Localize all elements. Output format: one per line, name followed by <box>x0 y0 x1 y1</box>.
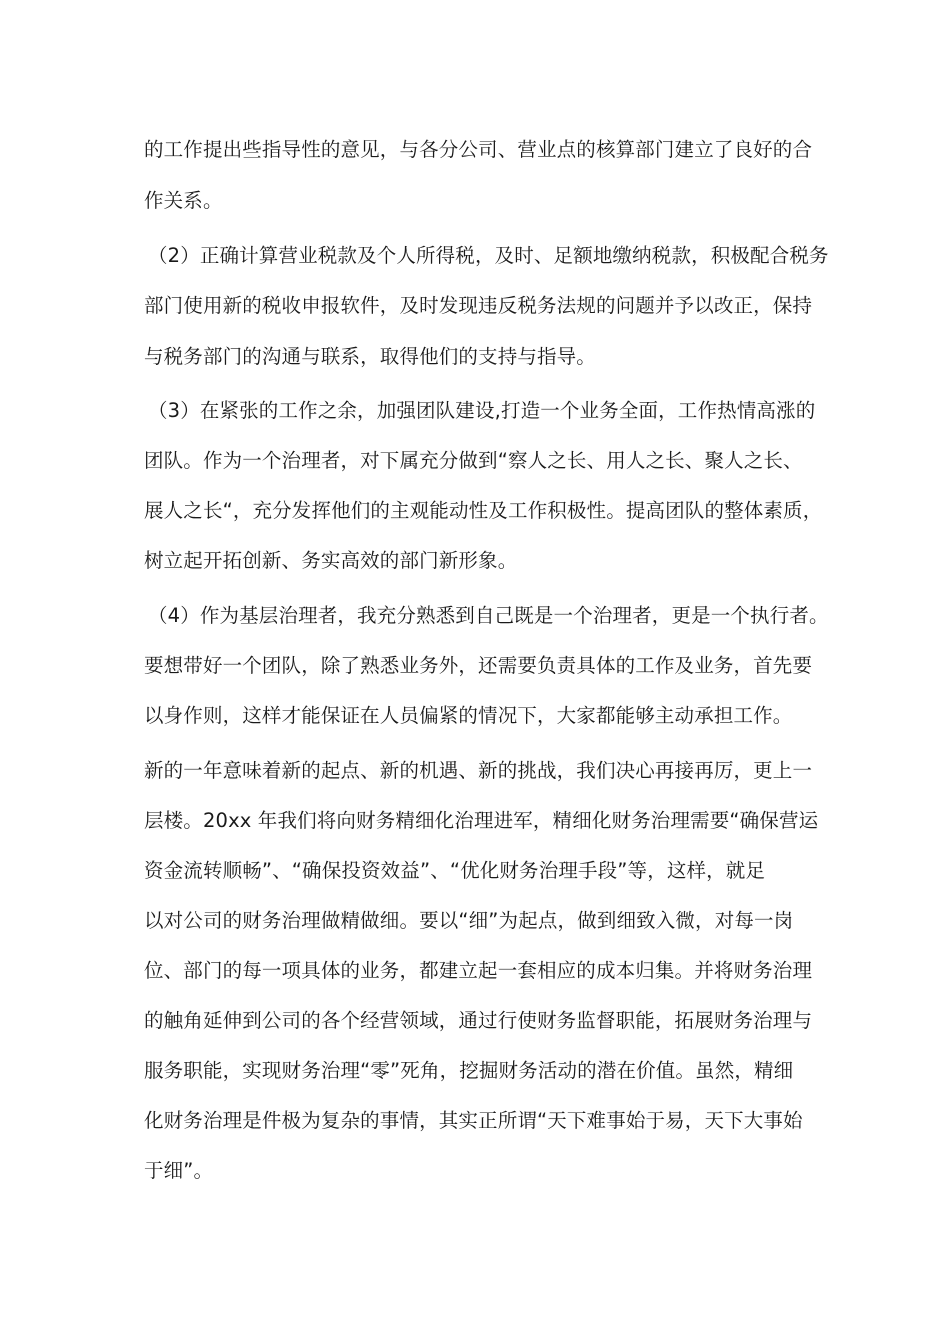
paragraph-line: （4）作为基层治理者，我充分熟悉到自己既是一个治理者，更是一个执行者。 <box>148 604 829 627</box>
paragraph-line: 化财务治理是件极为复杂的事情，其实正所谓“天下难事始于易，天下大事始 <box>144 1109 803 1132</box>
paragraph-line: 的触角延伸到公司的各个经营领域，通过行使财务监督职能，拓展财务治理与 <box>144 1009 813 1032</box>
paragraph-line: 的工作提出些指导性的意见，与各分公司、营业点的核算部门建立了良好的合 <box>144 138 813 161</box>
paragraph-line: 以对公司的财务治理做精做细。要以“细”为起点，做到细致入微，对每一岗 <box>144 909 794 932</box>
paragraph-line: 部门使用新的税收申报软件，及时发现违反税务法规的问题并予以改正，保持 <box>144 294 813 317</box>
paragraph-line: 以身作则，这样才能保证在人员偏紧的情况下，大家都能够主动承担工作。 <box>144 704 793 727</box>
paragraph-line: （3）在紧张的工作之余，加强团队建设,打造一个业务全面，工作热情高涨的 <box>148 399 816 422</box>
paragraph-line: 团队。作为一个治理者，对下属充分做到“察人之长、用人之长、聚人之长、 <box>144 449 803 472</box>
paragraph-line: 新的一年意味着新的起点、新的机遇、新的挑战，我们决心再接再厉，更上一 <box>144 759 813 782</box>
paragraph-line: 层楼。20xx 年我们将向财务精细化治理进军，精细化财务治理需要“确保营运 <box>144 809 819 832</box>
paragraph-line: 资金流转顺畅”、“确保投资效益”、“优化财务治理手段”等，这样，就足 <box>144 859 766 882</box>
paragraph-line: 作关系。 <box>144 189 223 212</box>
paragraph-line: 要想带好一个团队，除了熟悉业务外，还需要负责具体的工作及业务，首先要 <box>144 654 813 677</box>
paragraph-line: 展人之长“，充分发挥他们的主观能动性及工作积极性。提高团队的整体素质， <box>144 499 823 522</box>
paragraph-line: 于细”。 <box>144 1159 214 1182</box>
paragraph-line: 服务职能，实现财务治理“零”死角，挖掘财务活动的潜在价值。虽然，精细 <box>144 1059 794 1082</box>
paragraph-line: （2）正确计算营业税款及个人所得税，及时、足额地缴纳税款，积极配合税务 <box>148 244 829 267</box>
paragraph-line: 树立起开拓创新、务实高效的部门新形象。 <box>144 549 518 572</box>
paragraph-line: 与税务部门的沟通与联系，取得他们的支持与指导。 <box>144 345 596 368</box>
paragraph-line: 位、部门的每一项具体的业务，都建立起一套相应的成本归集。并将财务治理 <box>144 959 813 982</box>
